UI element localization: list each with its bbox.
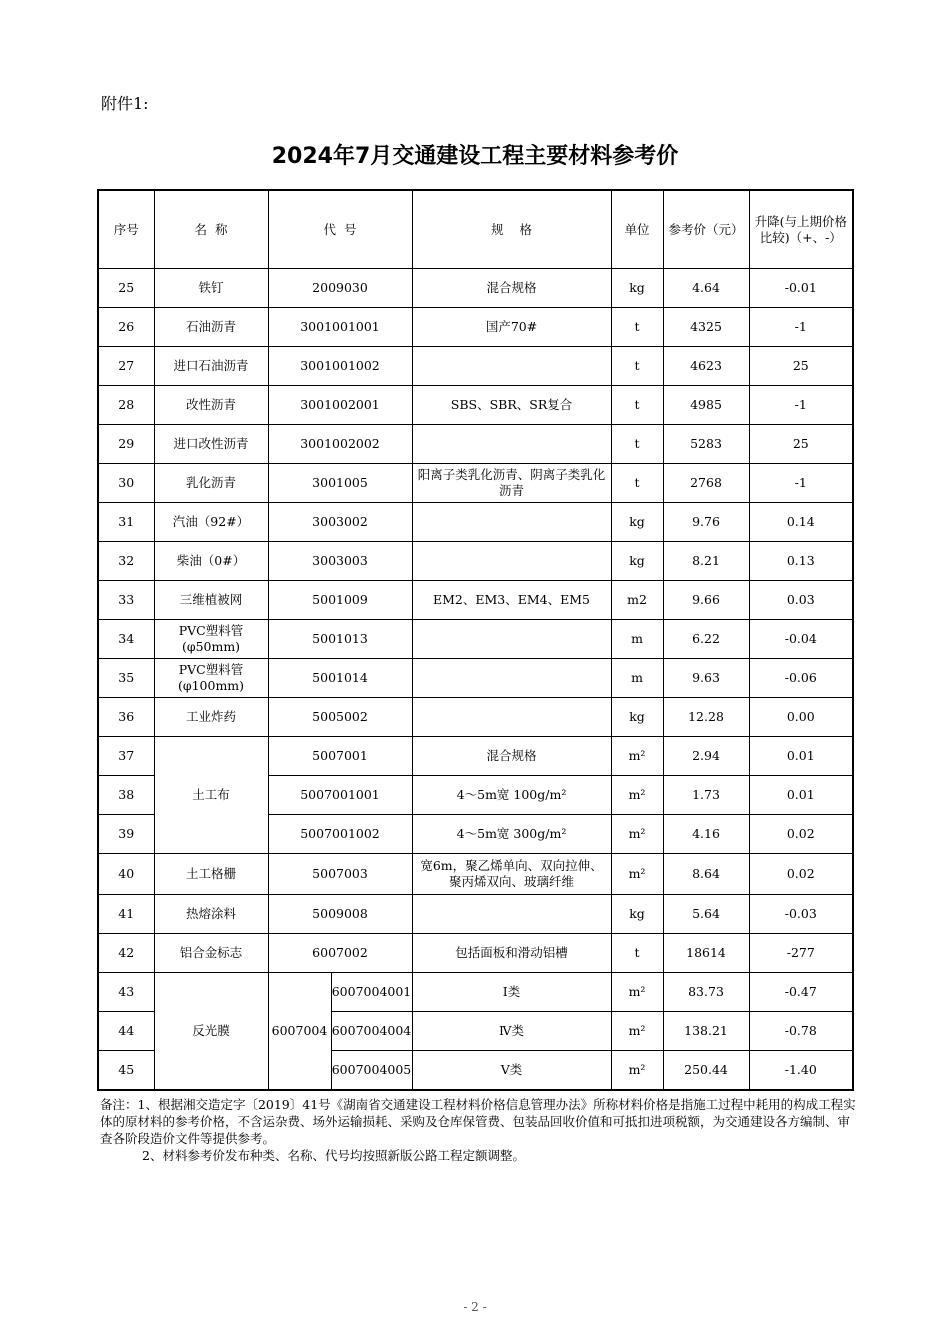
cell-code: 3001002001 xyxy=(268,386,412,425)
table-row xyxy=(98,425,853,464)
cell-code: 3001005 xyxy=(268,464,412,503)
cell-name: 进口石油沥青 xyxy=(154,347,268,386)
cell-unit: m² xyxy=(611,1051,663,1090)
cell-price: 6.22 xyxy=(663,620,749,659)
cell-seq: 41 xyxy=(98,895,154,934)
cell-price: 9.66 xyxy=(663,581,749,620)
cell-code: 3001001002 xyxy=(268,347,412,386)
cell-spec: 国产70# xyxy=(412,308,611,347)
cell-name: 铝合金标志 xyxy=(154,934,268,973)
table-row xyxy=(98,854,853,895)
cell-price: 1.73 xyxy=(663,776,749,815)
cell-spec xyxy=(412,425,611,464)
cell-spec: Ⅴ类 xyxy=(412,1051,611,1090)
cell-change: -0.78 xyxy=(749,1012,853,1051)
cell-seq: 26 xyxy=(98,308,154,347)
cell-spec xyxy=(412,659,611,698)
cell-unit: t xyxy=(611,308,663,347)
cell-code: 5007001001 xyxy=(268,776,412,815)
header-seq: 序号 xyxy=(98,190,154,269)
cell-spec xyxy=(412,503,611,542)
cell-price: 8.64 xyxy=(663,854,749,895)
note-1: 备注：1、根据湘交造定字〔2019〕41号《湖南省交通建设工程材料价格信息管理办法》所称材料价格是指施工过程中耗用的构成工程实体的原材料的参考价格，不含运杂费、场外运输损耗、采购及仓库保管费、包装品回收价值和可抵扣进项税额，为交通建设各方编制、审查各阶段造价文件等提供参考。 xyxy=(100,1097,856,1146)
cell-code: 6007002 xyxy=(268,934,412,973)
cell-seq: 27 xyxy=(98,347,154,386)
cell-code: 5001013 xyxy=(268,620,412,659)
cell-unit: m² xyxy=(611,973,663,1012)
cell-seq: 37 xyxy=(98,737,154,776)
cell-spec xyxy=(412,542,611,581)
header-code: 代 号 xyxy=(268,190,412,269)
cell-spec: 宽6m，聚乙烯单向、双向拉伸、聚丙烯双向、玻璃纤维 xyxy=(412,854,611,895)
cell-code: 5007001002 xyxy=(268,815,412,854)
cell-name: 土工格栅 xyxy=(154,854,268,895)
cell-change: -0.47 xyxy=(749,973,853,1012)
cell-spec xyxy=(412,895,611,934)
cell-code: 3001001001 xyxy=(268,308,412,347)
cell-price: 138.21 xyxy=(663,1012,749,1051)
cell-name: PVC塑料管(φ50mm) xyxy=(154,620,268,659)
table-row xyxy=(98,542,853,581)
cell-spec xyxy=(412,620,611,659)
header-spec: 规 格 xyxy=(412,190,611,269)
cell-code: 5007001 xyxy=(268,737,412,776)
cell-price: 2.94 xyxy=(663,737,749,776)
cell-unit: m xyxy=(611,620,663,659)
cell-price: 5283 xyxy=(663,425,749,464)
cell-price: 18614 xyxy=(663,934,749,973)
cell-unit: t xyxy=(611,425,663,464)
cell-price: 8.21 xyxy=(663,542,749,581)
cell-price: 83.73 xyxy=(663,973,749,1012)
table-row xyxy=(98,347,853,386)
cell-price: 4325 xyxy=(663,308,749,347)
cell-change: -0.06 xyxy=(749,659,853,698)
cell-change: 25 xyxy=(749,425,853,464)
cell-unit: kg xyxy=(611,542,663,581)
cell-change: 0.03 xyxy=(749,581,853,620)
cell-code-parent: 6007004 xyxy=(268,973,331,1090)
cell-unit: m² xyxy=(611,1012,663,1051)
table-row xyxy=(98,895,853,934)
cell-name: 三维植被网 xyxy=(154,581,268,620)
table-row xyxy=(98,308,853,347)
cell-spec: 混合规格 xyxy=(412,269,611,308)
cell-seq: 42 xyxy=(98,934,154,973)
cell-change: -1 xyxy=(749,386,853,425)
cell-spec: EM2、EM3、EM4、EM5 xyxy=(412,581,611,620)
table-row xyxy=(98,659,853,698)
table-row xyxy=(98,698,853,737)
cell-unit: m² xyxy=(611,737,663,776)
cell-name: 反光膜 xyxy=(154,973,268,1090)
cell-seq: 25 xyxy=(98,269,154,308)
cell-unit: t xyxy=(611,464,663,503)
material-price-table xyxy=(97,189,854,1091)
cell-unit: kg xyxy=(611,698,663,737)
cell-unit: m² xyxy=(611,776,663,815)
cell-seq: 39 xyxy=(98,815,154,854)
cell-unit: t xyxy=(611,347,663,386)
cell-change: -1 xyxy=(749,464,853,503)
cell-price: 4623 xyxy=(663,347,749,386)
cell-spec: SBS、SBR、SR复合 xyxy=(412,386,611,425)
cell-price: 9.63 xyxy=(663,659,749,698)
cell-seq: 38 xyxy=(98,776,154,815)
cell-price: 12.28 xyxy=(663,698,749,737)
cell-code: 3003002 xyxy=(268,503,412,542)
cell-code: 6007004001 xyxy=(331,973,412,1012)
cell-seq: 44 xyxy=(98,1012,154,1051)
cell-seq: 36 xyxy=(98,698,154,737)
table-row xyxy=(98,503,853,542)
cell-price: 2768 xyxy=(663,464,749,503)
cell-seq: 35 xyxy=(98,659,154,698)
cell-change: 0.00 xyxy=(749,698,853,737)
cell-price: 250.44 xyxy=(663,1051,749,1090)
cell-unit: kg xyxy=(611,503,663,542)
cell-spec: Ⅳ类 xyxy=(412,1012,611,1051)
cell-name: 热熔涂料 xyxy=(154,895,268,934)
cell-code: 5001009 xyxy=(268,581,412,620)
header-unit: 单位 xyxy=(611,190,663,269)
cell-spec: Ⅰ类 xyxy=(412,973,611,1012)
cell-code: 5009008 xyxy=(268,895,412,934)
cell-spec: 4～5m宽 100g/m² xyxy=(412,776,611,815)
cell-name: 土工布 xyxy=(154,737,268,854)
cell-seq: 34 xyxy=(98,620,154,659)
note-2: 2、材料参考价发布种类、名称、代号均按照新版公路工程定额调整。 xyxy=(142,1148,525,1163)
cell-change: -1 xyxy=(749,308,853,347)
cell-seq: 29 xyxy=(98,425,154,464)
page-title: 2024年7月交通建设工程主要材料参考价 xyxy=(271,144,679,169)
cell-unit: m2 xyxy=(611,581,663,620)
cell-code: 5001014 xyxy=(268,659,412,698)
cell-price: 4.64 xyxy=(663,269,749,308)
cell-change: -0.01 xyxy=(749,269,853,308)
cell-change: 0.14 xyxy=(749,503,853,542)
cell-seq: 32 xyxy=(98,542,154,581)
cell-price: 9.76 xyxy=(663,503,749,542)
cell-price: 5.64 xyxy=(663,895,749,934)
cell-seq: 31 xyxy=(98,503,154,542)
cell-unit: t xyxy=(611,386,663,425)
table-row xyxy=(98,386,853,425)
cell-unit: kg xyxy=(611,895,663,934)
table-row xyxy=(98,934,853,973)
cell-unit: kg xyxy=(611,269,663,308)
cell-spec xyxy=(412,698,611,737)
notes xyxy=(100,1096,860,1164)
cell-code: 6007004005 xyxy=(331,1051,412,1090)
cell-change: 0.13 xyxy=(749,542,853,581)
cell-name: 铁钉 xyxy=(154,269,268,308)
cell-seq: 30 xyxy=(98,464,154,503)
cell-code: 6007004004 xyxy=(331,1012,412,1051)
cell-unit: t xyxy=(611,934,663,973)
cell-price: 4985 xyxy=(663,386,749,425)
cell-name: 汽油（92#） xyxy=(154,503,268,542)
cell-unit: m² xyxy=(611,854,663,895)
cell-spec: 4～5m宽 300g/m² xyxy=(412,815,611,854)
cell-name: PVC塑料管(φ100mm) xyxy=(154,659,268,698)
table-row xyxy=(98,620,853,659)
cell-change: -1.40 xyxy=(749,1051,853,1090)
cell-change: 0.01 xyxy=(749,737,853,776)
cell-change: -0.04 xyxy=(749,620,853,659)
cell-code: 2009030 xyxy=(268,269,412,308)
cell-seq: 45 xyxy=(98,1051,154,1090)
cell-change: -0.03 xyxy=(749,895,853,934)
cell-code: 3001002002 xyxy=(268,425,412,464)
cell-seq: 43 xyxy=(98,973,154,1012)
cell-seq: 40 xyxy=(98,854,154,895)
cell-name: 工业炸药 xyxy=(154,698,268,737)
cell-spec: 混合规格 xyxy=(412,737,611,776)
cell-name: 柴油（0#） xyxy=(154,542,268,581)
header-name: 名 称 xyxy=(154,190,268,269)
cell-unit: m xyxy=(611,659,663,698)
cell-change: -277 xyxy=(749,934,853,973)
header-price: 参考价（元） xyxy=(663,190,749,269)
cell-name: 进口改性沥青 xyxy=(154,425,268,464)
cell-spec xyxy=(412,347,611,386)
cell-price: 4.16 xyxy=(663,815,749,854)
cell-code: 5007003 xyxy=(268,854,412,895)
cell-name: 改性沥青 xyxy=(154,386,268,425)
attachment-label: 附件1: xyxy=(101,94,149,113)
cell-code: 3003003 xyxy=(268,542,412,581)
cell-seq: 28 xyxy=(98,386,154,425)
cell-spec: 阳离子类乳化沥青、阴离子类乳化沥青 xyxy=(412,464,611,503)
table-row xyxy=(98,464,853,503)
table-row xyxy=(98,269,853,308)
cell-unit: m² xyxy=(611,815,663,854)
page-number: - 2 - xyxy=(463,1300,487,1314)
cell-code: 5005002 xyxy=(268,698,412,737)
cell-name: 石油沥青 xyxy=(154,308,268,347)
cell-change: 0.02 xyxy=(749,854,853,895)
cell-change: 25 xyxy=(749,347,853,386)
table-row xyxy=(98,737,853,776)
table-row xyxy=(98,973,853,1012)
cell-spec: 包括面板和滑动铝槽 xyxy=(412,934,611,973)
header-change: 升降(与上期价格比较)（+、-） xyxy=(749,190,853,269)
cell-change: 0.02 xyxy=(749,815,853,854)
cell-change: 0.01 xyxy=(749,776,853,815)
cell-seq: 33 xyxy=(98,581,154,620)
table-row xyxy=(98,581,853,620)
cell-name: 乳化沥青 xyxy=(154,464,268,503)
table-header-row xyxy=(98,190,853,269)
